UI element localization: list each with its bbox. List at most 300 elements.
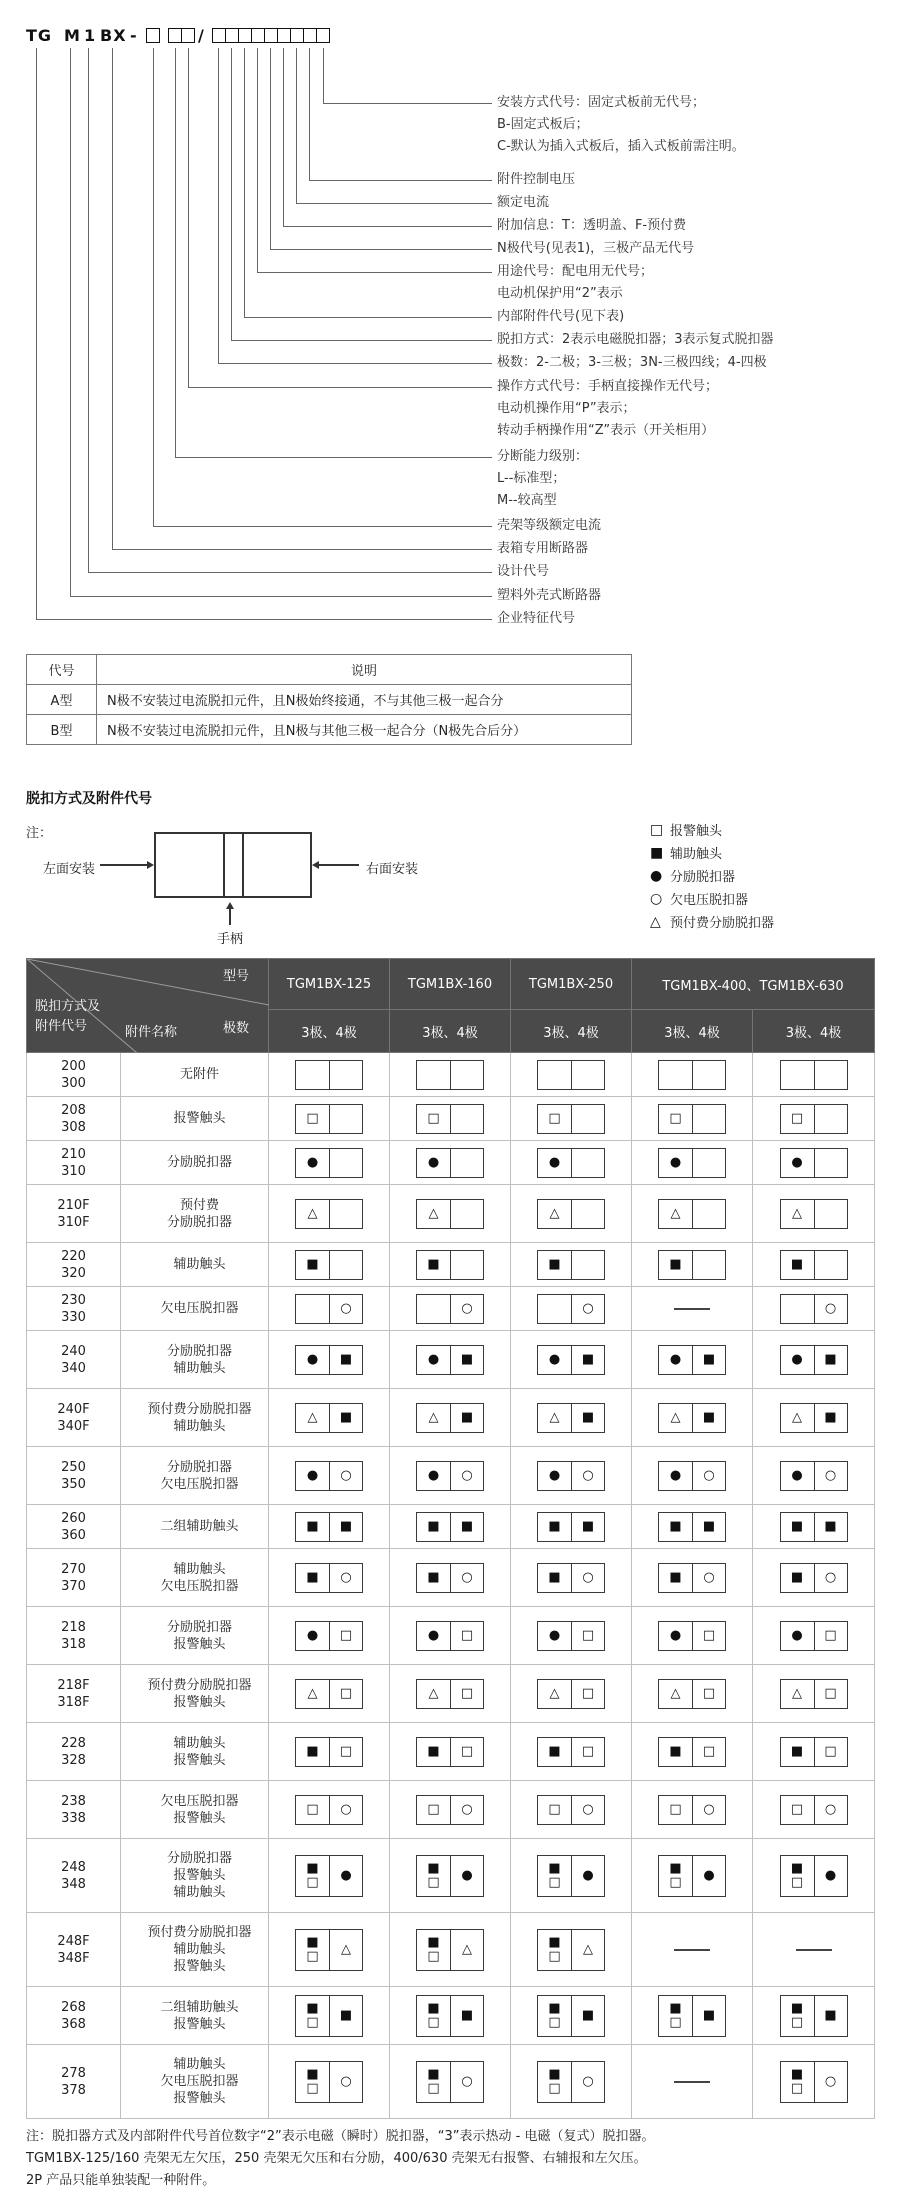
mount-box [537,1737,605,1767]
compartment [450,1564,483,1592]
note-line: TGM1BX-125/160 壳架无左欠压，250 壳架无欠压和右分励，400/630 壳架无右报警、右辅报和左欠压。 [26,2151,647,2166]
alarm-icon: □ [460,1627,474,1643]
pole-type-code: A型 [27,685,97,715]
prepaid-icon: △ [307,1685,318,1701]
compartment [692,1149,725,1177]
alarm-icon: □ [306,2014,319,2030]
mount-diagram [753,1243,875,1287]
compartment [329,1200,362,1228]
compartment [659,1622,692,1650]
mount-diagram [390,1505,511,1549]
shunt-icon: ● [306,1467,319,1483]
mount-box [780,1512,848,1542]
compartment [692,1200,725,1228]
compartment [450,1462,483,1490]
aux-icon: ■ [790,1518,804,1534]
shunt-icon: ● [703,1867,715,1883]
compartment [450,1930,483,1970]
shunt-icon: ● [548,1627,561,1643]
compartment [814,1513,847,1541]
table-row [27,1505,875,1549]
compartment [571,1513,604,1541]
up-arrowhead-icon [226,902,234,909]
prepaid-icon: △ [792,1409,802,1425]
compartment [538,1996,571,2036]
compartment [781,1105,814,1133]
trip-code: 270 370 [27,1549,121,1607]
right-arrow-line [319,864,359,866]
alarm-icon: □ [548,1874,561,1890]
mount-box [537,1104,605,1134]
code-token-slash: / [198,26,205,45]
alarm-icon: □ [427,1801,440,1817]
mount-box [295,1563,363,1593]
mount-box [658,1512,726,1542]
alarm-icon: □ [339,1743,353,1759]
corner-poles-label: 极数 [223,1021,250,1036]
compartment [659,1149,692,1177]
compartment [450,2062,483,2102]
aux-icon: ■ [790,1569,804,1585]
mount-diagram [269,1287,390,1331]
mount-diagram [390,1781,511,1839]
compartment [329,1105,362,1133]
accessory-name: 分励脱扣器 报警触头 辅助触头 [121,1839,269,1913]
aux-icon: ■ [581,1409,595,1425]
compartment [571,1061,604,1089]
compartment [571,1930,604,1970]
aux-icon: ■ [339,1351,353,1367]
aux-icon: ■ [548,1934,561,1950]
compartment [814,1622,847,1650]
shunt-icon: ● [669,1467,682,1483]
shunt-icon: ● [669,1351,682,1367]
uv-icon: ○ [461,1569,473,1585]
uv-icon: ○ [340,1467,352,1483]
callout-label: 附加信息：T：透明盖、F-预付费 [497,218,687,233]
compartment [692,1622,725,1650]
mount-diagram [269,2045,390,2119]
alarm-icon: □ [460,1685,474,1701]
mount-box [416,2061,484,2103]
callout-line [283,48,284,226]
mount-box [537,1995,605,2037]
uv-icon: ○ [461,1300,473,1316]
compartment [538,1462,571,1490]
compartment [296,1200,329,1228]
aux-icon: ■ [581,2007,595,2023]
mount-box [658,1403,726,1433]
legend-label: 预付费分励脱扣器 [670,916,775,931]
mount-box [537,1679,605,1709]
shunt-icon: ● [669,1154,682,1170]
mount-box [658,1104,726,1134]
aux-icon: ■ [306,1256,319,1272]
accessory-name: 预付费分励脱扣器 辅助触头 [121,1389,269,1447]
mount-box [780,1250,848,1280]
prepaid-icon: △ [341,1941,351,1957]
prepaid-icon: △ [792,1685,802,1701]
aux-icon: ■ [548,1569,561,1585]
mount-box [416,1929,484,1971]
aux-icon: ■ [824,2007,837,2023]
uv-icon: ○ [461,2073,473,2089]
compartment [692,1346,725,1374]
shunt-icon: ● [548,1467,561,1483]
callout-line [270,249,492,250]
note-line: 注：脱扣器方式及内部附件代号首位数字“2”表示电磁（瞬时）脱扣器，“3”表示热动 - 电磁（复式）脱扣器。 [26,2129,655,2144]
aux-icon: ■ [339,1518,353,1534]
mount-diagram [511,1781,632,1839]
compartment [814,1564,847,1592]
aux-icon: ■ [548,1743,561,1759]
uv-icon: ○ [703,1801,715,1817]
shunt-icon: ● [461,1867,473,1883]
uv-icon: ○ [824,2073,837,2089]
mount-diagram [269,1665,390,1723]
compartment [571,1564,604,1592]
alarm-icon: □ [427,2014,440,2030]
compartment [296,1930,329,1970]
mount-diagram [753,1549,875,1607]
compartment [781,1462,814,1490]
col-header-poles: 3极、4极 [390,1010,511,1053]
callout-line [309,180,492,181]
aux-icon: ■ [427,1743,440,1759]
mount-diagram [511,1389,632,1447]
mount-diagram [753,1331,875,1389]
prepaid-icon: △ [792,1205,802,1221]
accessory-name: 报警触头 [121,1097,269,1141]
accessory-name: 分励脱扣器 [121,1141,269,1185]
aux-icon: ■ [427,1569,440,1585]
compartment [538,2062,571,2102]
compartment [296,2062,329,2102]
alarm-icon: □ [339,1627,353,1643]
compartment [781,1738,814,1766]
trip-code: 268 368 [27,1987,121,2045]
mount-diagram [390,1549,511,1607]
compartment [417,1622,450,1650]
mount-box [295,1199,363,1229]
mount-box [295,2061,363,2103]
alarm-icon: □ [669,2014,682,2030]
aux-icon: ■ [702,1518,716,1534]
alarm-icon: □ [702,1627,716,1643]
compartment [659,1564,692,1592]
compartment [659,1680,692,1708]
callout-label: 塑料外壳式断路器 [497,588,602,603]
compartment [781,1061,814,1089]
table-row [27,1141,875,1185]
code-box [277,28,291,43]
callout-label: 极数：2-二极；3-三极；3N-三极四线；4-四极 [497,355,767,370]
mount-diagram [511,1287,632,1331]
mount-diagram [269,1141,390,1185]
aux-icon: ■ [460,1409,474,1425]
accessory-name: 分励脱扣器 欠电压脱扣器 [121,1447,269,1505]
compartment [417,2062,450,2102]
mount-box [416,1563,484,1593]
compartment [781,1996,814,2036]
compartment [571,1200,604,1228]
mount-box [658,1621,726,1651]
table-row [27,1913,875,1987]
callout-line [153,48,154,526]
mount-diagram [269,1987,390,2045]
mount-box [416,1737,484,1767]
table-row [27,1243,875,1287]
compartment [417,1996,450,2036]
alarm-icon: □ [790,2080,804,2096]
compartment [781,1149,814,1177]
mount-diagram [753,1287,875,1331]
alarm-icon: □ [339,1685,353,1701]
col-header-poles: 3极、4极 [511,1010,632,1053]
compartment [417,1462,450,1490]
mount-box [658,1563,726,1593]
mount-diagram [390,1665,511,1723]
mount-box [537,1403,605,1433]
prepaid-icon: △ [462,1941,472,1957]
code-token-tg: TG [26,26,53,45]
uv-icon: ○ [582,1569,594,1585]
aux-icon: ■ [790,1256,804,1272]
mount-diagram [269,1549,390,1607]
compartment [692,1513,725,1541]
shunt-icon: ● [306,1351,319,1367]
compartment [329,1564,362,1592]
mount-diagram [632,1781,753,1839]
prepaid-icon: △ [549,1685,560,1701]
callout-line [309,48,310,180]
mount-diagram [390,1913,511,1987]
mount-box [295,1737,363,1767]
mount-diagram [511,1243,632,1287]
callout-line [231,48,232,340]
alarm-icon: □ [306,1110,319,1126]
mount-diagram [269,1839,390,1913]
aux-icon: ■ [790,2066,804,2082]
compartment [450,1200,483,1228]
mount-diagram [511,1097,632,1141]
mount-box [780,1621,848,1651]
uv-icon: ○ [703,1467,715,1483]
aux-icon: ■ [339,2007,353,2023]
pole-type-desc: N极不安装过电流脱扣元件，且N极始终接通，不与其他三极一起合分 [97,685,632,715]
code-box [146,28,160,43]
note-label: 注： [26,826,53,841]
compartment [296,1346,329,1374]
alarm-icon: □ [824,1685,837,1701]
aux-icon: ■ [650,844,664,861]
accessory-name: 无附件 [121,1053,269,1097]
compartment [450,1796,483,1824]
mount-diagram [632,1053,753,1097]
compartment [781,1200,814,1228]
compartment [814,1856,847,1896]
alarm-icon: □ [650,821,664,838]
aux-icon: ■ [306,2000,319,2016]
left-arrow-line [100,864,148,866]
dash [796,1949,832,1951]
callout-line [244,317,492,318]
alarm-icon: □ [702,1743,716,1759]
mount-diagram [753,2045,875,2119]
mount-diagram [390,1287,511,1331]
mount-diagram [511,1331,632,1389]
compartment [417,1105,450,1133]
aux-icon: ■ [548,1860,561,1876]
col-header-poles: 3极、4极 [632,1010,753,1053]
table-row [27,1723,875,1781]
alarm-icon: □ [581,1685,595,1701]
compartment [571,1295,604,1323]
prepaid-icon: △ [670,1409,681,1425]
mount-box [780,1461,848,1491]
compartment [417,1346,450,1374]
compartment [538,1622,571,1650]
aux-icon: ■ [306,1569,319,1585]
trip-code: 228 328 [27,1723,121,1781]
table-row [27,655,632,685]
mount-box [295,1250,363,1280]
aux-icon: ■ [339,1409,353,1425]
dash [674,1308,710,1310]
mount-box [780,1795,848,1825]
compartment [417,1061,450,1089]
aux-icon: ■ [460,1518,474,1534]
compartment [417,1856,450,1896]
mount-diagram [632,1331,753,1389]
compartment [417,1796,450,1824]
compartment [538,1200,571,1228]
compartment [296,1796,329,1824]
compartment [450,1105,483,1133]
aux-icon: ■ [306,1860,319,1876]
compartment [450,1295,483,1323]
compartment [659,1796,692,1824]
compartment [692,1796,725,1824]
compartment [450,1404,483,1432]
compartment [814,1295,847,1323]
corner-name-label: 附件名称 [125,1025,178,1040]
aux-icon: ■ [427,1860,440,1876]
compartment [296,1738,329,1766]
mount-box [416,1345,484,1375]
legend-item [650,841,774,864]
not-available [632,1913,753,1987]
compartment [692,1105,725,1133]
table-row [27,1287,875,1331]
col-header-poles: 3极、4极 [269,1010,390,1053]
mount-box [416,1403,484,1433]
compartment [296,1622,329,1650]
mount-box [658,1679,726,1709]
aux-icon: ■ [669,1569,682,1585]
compartment [692,1404,725,1432]
alarm-icon: □ [427,1948,440,1964]
mount-diagram [632,1665,753,1723]
aux-icon: ■ [548,1256,561,1272]
mount-box [295,1345,363,1375]
accessory-name: 分励脱扣器 辅助触头 [121,1331,269,1389]
mount-diagram [632,1447,753,1505]
compartment [781,1295,814,1323]
mount-box [537,1199,605,1229]
mount-diagram [390,1447,511,1505]
compartment [296,1564,329,1592]
compartment [571,1404,604,1432]
mount-diagram [632,1505,753,1549]
callout-line [257,48,258,272]
alarm-icon: □ [824,1743,837,1759]
compartment [571,2062,604,2102]
accessory-name: 二组辅助触头 [121,1505,269,1549]
compartment [450,1346,483,1374]
compartment [659,1996,692,2036]
compartment [450,1856,483,1896]
mount-diagram [753,1723,875,1781]
compartment [659,1856,692,1896]
compartment [538,1796,571,1824]
trip-code: 218F 318F [27,1665,121,1723]
prepaid-icon: △ [670,1685,681,1701]
col-header-model: TGM1BX-250 [511,959,632,1010]
shunt-icon: ● [824,1867,837,1883]
mount-diagram [753,1607,875,1665]
mount-box [780,1060,848,1090]
compartment [659,1251,692,1279]
compartment [450,1622,483,1650]
mount-diagram [632,1549,753,1607]
aux-icon: ■ [306,1518,319,1534]
shunt-icon: ● [306,1627,319,1643]
aux-icon: ■ [824,1409,837,1425]
alarm-icon: □ [306,1874,319,1890]
aux-icon: ■ [581,1518,595,1534]
mount-box [780,1855,848,1897]
mount-diagram [390,1389,511,1447]
callout-line [188,48,189,387]
compartment [296,1996,329,2036]
compartment [329,1149,362,1177]
mount-diagram [390,2045,511,2119]
compartment [814,1346,847,1374]
aux-icon: ■ [669,1518,682,1534]
uv-icon: ○ [461,1467,473,1483]
mount-diagram [753,1447,875,1505]
compartment [814,1200,847,1228]
compartment [781,1404,814,1432]
mount-box [780,1148,848,1178]
compartment [450,1738,483,1766]
alarm-icon: □ [669,1874,682,1890]
alarm-icon: □ [548,1110,561,1126]
mount-box [537,1563,605,1593]
compartment [450,1680,483,1708]
table-row [27,2045,875,2119]
uv-icon: ○ [824,1300,837,1316]
aux-icon: ■ [669,1743,682,1759]
mount-diagram [390,1097,511,1141]
compartment [781,1622,814,1650]
corner-model-label: 型号 [223,969,250,984]
handle-arrow-line [229,909,231,925]
shunt-icon: ● [427,1467,440,1483]
compartment [571,1251,604,1279]
divider-line [223,834,225,896]
